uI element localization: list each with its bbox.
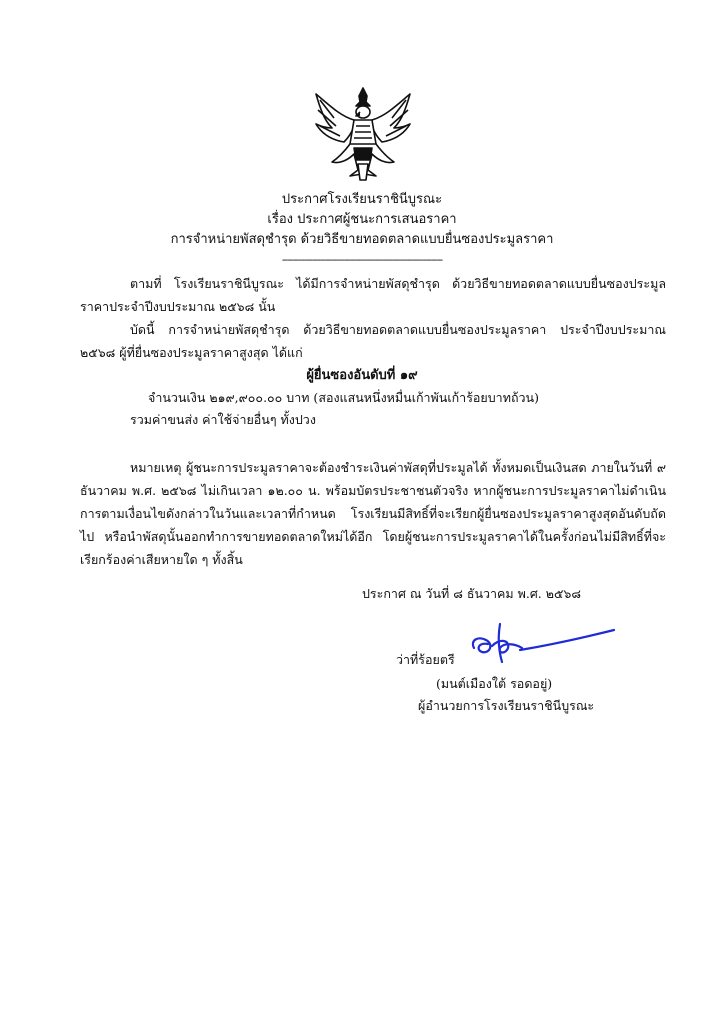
garuda-emblem-icon [310,86,416,182]
signer-rank: ว่าที่ร้อยตรี [396,652,455,667]
signer-name: (มนต์เมืองใต้ รอดอยู่) [436,676,553,691]
amount-line: จำนวนเงิน ๒๑๙,๙๐๐.๐๐ บาท (สองแสนหนึ่งหมื่นเก้าพันเก้าร้อยบาทถ้วน) [148,390,539,405]
note-paragraph: หมายเหตุ ผู้ชนะการประมูลราคาจะต้องชำระเงินค่าพัสดุที่ประมูลได้ ทั้งหมดเป็นเงินสด ภายในวันที่ ๙ ธันวาคม พ.ศ. ๒๕๖๘ ไม่เกินเวลา ๑๒.๐๐ น. พร้อมบัตรประชาชนตัวจริง หากผู้ชนะการประมูลราคาไม่ดำเนินการตามเงื่อนไขดังกล่าวในวันและเวลาที่กำหนด โรงเรียนมีสิทธิ์ที่จะเรียกผู้ยื่นซองประมูลราคาสูงสุดอันดับถัดไป หรือนำพัสดุนั้นออกทำการขายทอดตลาดใหม่ได้อีก โดยผู้ชนะการประมูลราคาได้ในครั้งก่อนไม่มีสิทธิ์ที่จะเรียกร้องค่าเสียหายใด ๆ ทั้งสิ้น [80,460,666,567]
signature-icon [464,618,624,668]
winner-line: ผู้ยื่นซองอันดับที่ ๑๙ [306,368,418,383]
subject-line: เรื่อง ประกาศผู้ชนะการเสนอราคา [267,212,457,227]
item-line: การจำหน่ายพัสดุชำรุด ด้วยวิธีขายทอดตลาดแบบยื่นซองประมูลราคา [170,232,554,247]
page-title: ประกาศโรงเรียนราชินีบูรณะ [281,192,443,207]
paragraph-intro: ตามที่ โรงเรียนราชินีบูรณะ ได้มีการจำหน่ายพัสดุชำรุด ด้วยวิธีขายทอดตลาดแบบยื่นซองประมูลราคาประจำปีงบประมาณ ๒๕๖๘ นั้น [80,276,666,314]
divider-line: ----------------------------------------------------------- [281,253,443,266]
includes-line: รวมค่าขนส่ง ค่าใช้จ่ายอื่นๆ ทั้งปวง [130,412,316,427]
announcement-date: ประกาศ ณ วันที่ ๘ ธันวาคม พ.ศ. ๒๕๖๘ [362,586,581,601]
signer-position: ผู้อำนวยการโรงเรียนราชินีบูรณะ [418,698,595,713]
paragraph-result: บัดนี้ การจำหน่ายพัสดุชำรุด ด้วยวิธีขายทอดตลาดแบบยื่นซองประมูลราคา ประจำปีงบประมาณ ๒๕๖๘ ผู้ที่ยื่นซองประมูลราคาสูงสุด ได้แก่ [80,322,666,360]
